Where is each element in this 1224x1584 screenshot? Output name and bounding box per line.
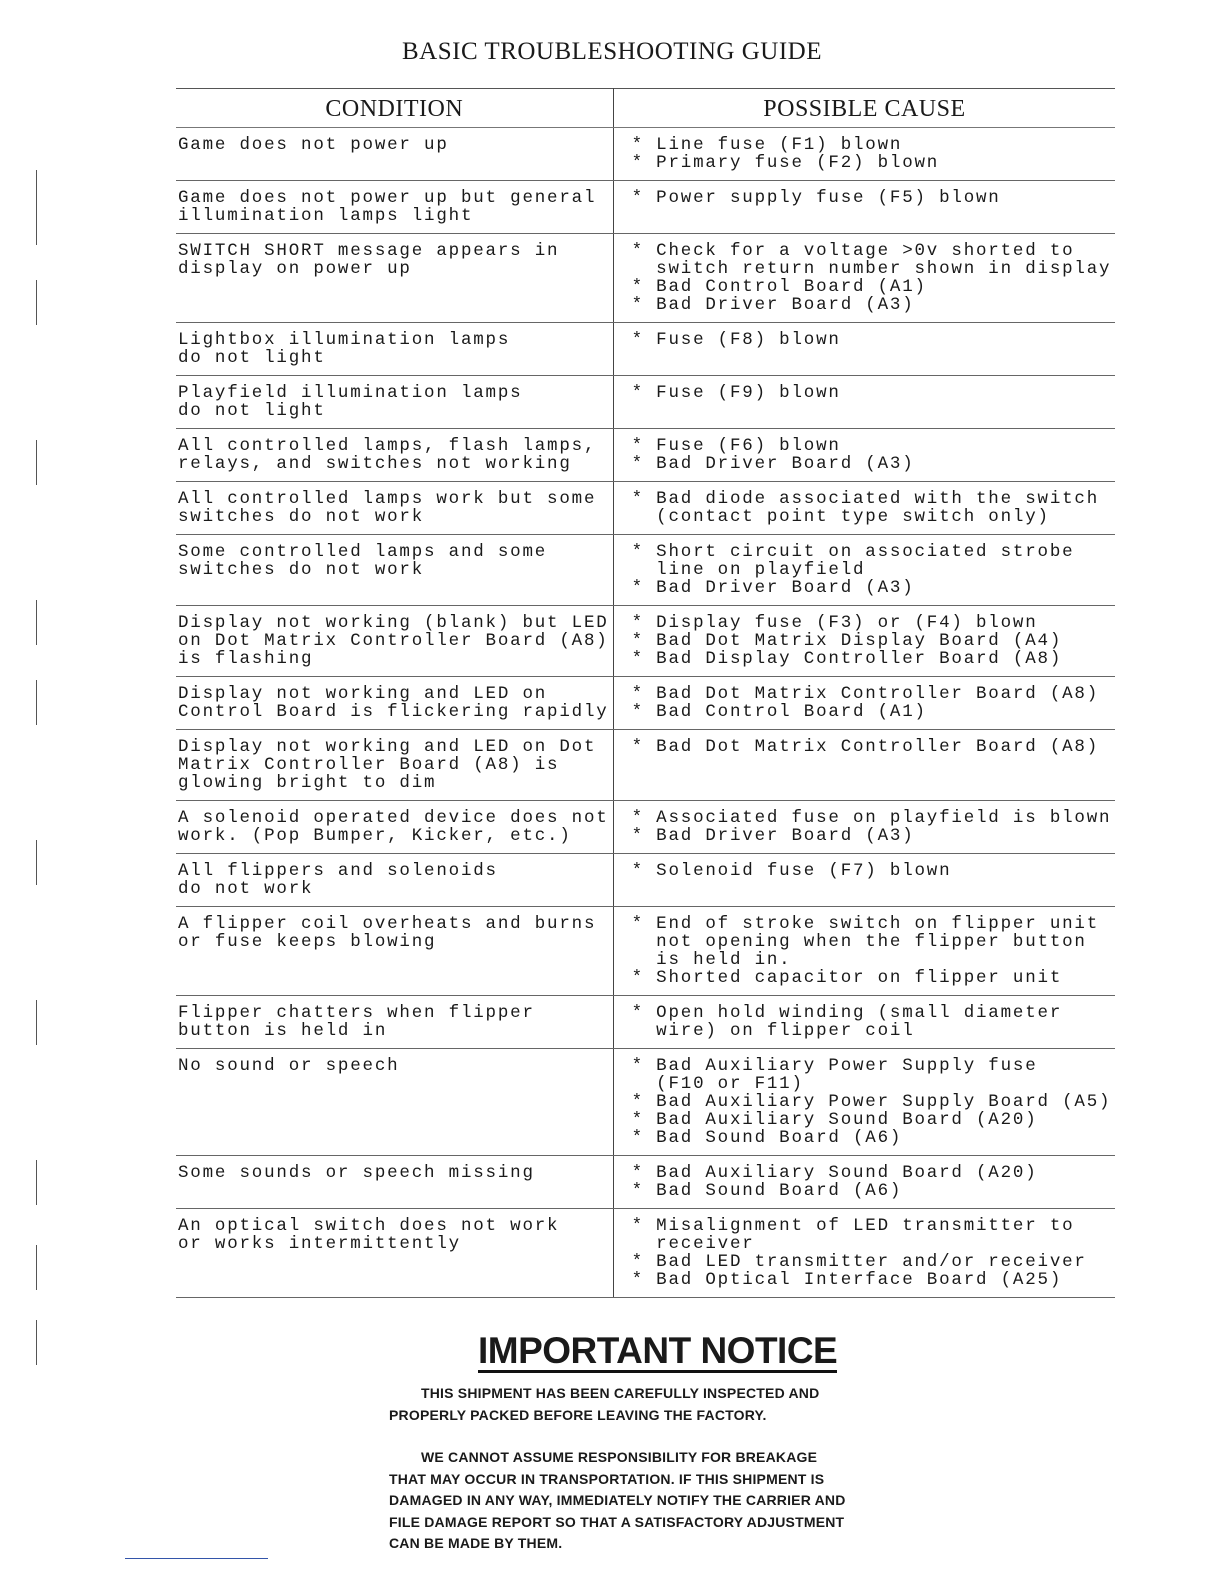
condition-cell	[176, 535, 613, 606]
condition-cell	[176, 376, 613, 429]
condition-line: switches do not work	[178, 507, 425, 527]
condition-cell	[176, 181, 613, 234]
cause-line: * Check for a voltage >0v shorted to	[631, 241, 1075, 261]
condition-line: Some controlled lamps and some	[178, 542, 548, 562]
condition-cell	[176, 1209, 613, 1298]
condition-line: do not light	[178, 401, 326, 421]
table-row	[176, 429, 1115, 482]
cause-line: * Display fuse (F3) or (F4) blown	[631, 613, 1038, 633]
condition-cell	[176, 801, 613, 854]
notice-paragraph-1	[389, 1383, 909, 1426]
cause-cell	[613, 181, 1115, 234]
cause-line: * Line fuse (F1) blown	[631, 135, 903, 155]
condition-line: display on power up	[178, 259, 412, 279]
cause-cell	[613, 801, 1115, 854]
condition-line: button is held in	[178, 1021, 388, 1041]
scan-margin-mark	[36, 1160, 37, 1205]
table-row	[176, 376, 1115, 429]
cause-line: * Fuse (F6) blown	[631, 436, 841, 456]
condition-cell	[176, 429, 613, 482]
cause-line: * Bad Dot Matrix Controller Board (A8)	[631, 684, 1100, 704]
table-row	[176, 907, 1115, 996]
table-row	[176, 854, 1115, 907]
cause-line: (contact point type switch only)	[631, 507, 1050, 527]
notice-line: DAMAGED IN ANY WAY, IMMEDIATELY NOTIFY THE CARRIER AND	[389, 1492, 846, 1508]
cause-line: * Bad Driver Board (A3)	[631, 578, 915, 598]
cause-cell	[613, 482, 1115, 535]
condition-line: Flipper chatters when flipper	[178, 1003, 535, 1023]
cause-line: switch return number shown in display	[631, 259, 1112, 279]
cause-line: * Bad Auxiliary Power Supply Board (A5)	[631, 1092, 1112, 1112]
cause-line: * Bad Driver Board (A3)	[631, 454, 915, 474]
cause-line: * Primary fuse (F2) blown	[631, 153, 940, 173]
notice-line: THIS SHIPMENT HAS BEEN CAREFULLY INSPECTED AND	[421, 1385, 820, 1401]
table-row	[176, 1156, 1115, 1209]
condition-line: Display not working and LED on Dot	[178, 737, 597, 757]
cause-cell	[613, 677, 1115, 730]
table-header-row	[176, 89, 1115, 128]
cause-line: * Associated fuse on playfield is blown	[631, 808, 1112, 828]
condition-line: do not work	[178, 879, 314, 899]
cause-line: * Bad Auxiliary Sound Board (A20)	[631, 1163, 1038, 1183]
condition-line: All controlled lamps, flash lamps,	[178, 436, 597, 456]
condition-cell	[176, 482, 613, 535]
cause-cell	[613, 323, 1115, 376]
condition-line: Playfield illumination lamps	[178, 383, 523, 403]
condition-line: All flippers and solenoids	[178, 861, 498, 881]
cause-cell	[613, 1049, 1115, 1156]
table-row	[176, 996, 1115, 1049]
notice-line: WE CANNOT ASSUME RESPONSIBILITY FOR BREAKAGE	[421, 1449, 818, 1465]
condition-line: do not light	[178, 348, 326, 368]
cause-line: * Shorted capacitor on flipper unit	[631, 968, 1063, 988]
scan-margin-mark	[36, 170, 37, 245]
cause-line: is held in.	[631, 950, 792, 970]
footer-rule	[125, 1558, 268, 1559]
cause-line: * Short circuit on associated strobe	[631, 542, 1075, 562]
cause-cell	[613, 429, 1115, 482]
cause-cell	[613, 1209, 1115, 1298]
cause-line: (F10 or F11)	[631, 1074, 804, 1094]
scan-margin-mark	[36, 280, 37, 325]
scan-margin-mark	[36, 840, 37, 885]
table-row	[176, 482, 1115, 535]
cause-cell	[613, 1156, 1115, 1209]
table-row	[176, 801, 1115, 854]
table-row	[176, 535, 1115, 606]
table-body	[176, 128, 1115, 1298]
cause-line: * Solenoid fuse (F7) blown	[631, 861, 952, 881]
condition-cell	[176, 677, 613, 730]
table-row	[176, 677, 1115, 730]
table-row	[176, 730, 1115, 801]
condition-line: is flashing	[178, 649, 314, 669]
condition-cell	[176, 234, 613, 323]
cause-line: * Bad Sound Board (A6)	[631, 1181, 903, 1201]
troubleshooting-table	[176, 88, 1115, 1298]
cause-cell	[613, 907, 1115, 996]
cause-line: not opening when the flipper button	[631, 932, 1087, 952]
condition-line: Matrix Controller Board (A8) is	[178, 755, 560, 775]
notice-line: CAN BE MADE BY THEM.	[389, 1535, 563, 1551]
condition-line: on Dot Matrix Controller Board (A8)	[178, 631, 609, 651]
condition-line: or works intermittently	[178, 1234, 461, 1254]
condition-column-header: CONDITION	[176, 89, 613, 128]
condition-line: relays, and switches not working	[178, 454, 572, 474]
condition-cell	[176, 1049, 613, 1156]
cause-line: * Bad Display Controller Board (A8)	[631, 649, 1063, 669]
scan-margin-mark	[36, 680, 37, 725]
condition-line: Display not working and LED on	[178, 684, 548, 704]
cause-line: * Bad Optical Interface Board (A25)	[631, 1270, 1063, 1290]
condition-cell	[176, 907, 613, 996]
condition-line: Display not working (blank) but LED	[178, 613, 609, 633]
page-title: BASIC TROUBLESHOOTING GUIDE	[402, 38, 822, 65]
condition-cell	[176, 323, 613, 376]
cause-line: * Power supply fuse (F5) blown	[631, 188, 1001, 208]
condition-cell	[176, 730, 613, 801]
scan-margin-mark	[36, 1245, 37, 1290]
scan-margin-mark	[36, 600, 37, 645]
condition-line: work. (Pop Bumper, Kicker, etc.)	[178, 826, 572, 846]
cause-line: wire) on flipper coil	[631, 1021, 915, 1041]
notice-line: PROPERLY PACKED BEFORE LEAVING THE FACTORY.	[389, 1406, 767, 1423]
condition-line: A flipper coil overheats and burns	[178, 914, 597, 934]
cause-cell	[613, 606, 1115, 677]
notice-paragraph-2	[389, 1447, 909, 1555]
cause-line: * Bad Dot Matrix Controller Board (A8)	[631, 737, 1100, 757]
condition-line: Some sounds or speech missing	[178, 1163, 535, 1183]
cause-column-header: POSSIBLE CAUSE	[613, 89, 1115, 128]
cause-cell	[613, 535, 1115, 606]
cause-line: line on playfield	[631, 560, 866, 580]
cause-line: * Misalignment of LED transmitter to	[631, 1216, 1075, 1236]
table-row	[176, 606, 1115, 677]
condition-line: or fuse keeps blowing	[178, 932, 437, 952]
cause-line: * End of stroke switch on flipper unit	[631, 914, 1100, 934]
table-row	[176, 181, 1115, 234]
cause-line: * Bad Dot Matrix Display Board (A4)	[631, 631, 1063, 651]
table-row	[176, 234, 1115, 323]
notice-line: FILE DAMAGE REPORT SO THAT A SATISFACTORY ADJUSTMENT	[389, 1513, 845, 1530]
condition-line: A solenoid operated device does not	[178, 808, 609, 828]
condition-line: illumination lamps light	[178, 206, 474, 226]
cause-line: * Open hold winding (small diameter	[631, 1003, 1063, 1023]
table-row	[176, 323, 1115, 376]
condition-cell	[176, 128, 613, 181]
cause-line: * Bad diode associated with the switch	[631, 489, 1100, 509]
cause-line: * Bad LED transmitter and/or receiver	[631, 1252, 1087, 1272]
cause-line: receiver	[631, 1234, 755, 1254]
condition-cell	[176, 606, 613, 677]
condition-line: No sound or speech	[178, 1056, 400, 1076]
scan-margin-mark	[36, 1320, 37, 1365]
condition-line: Lightbox illumination lamps	[178, 330, 511, 350]
notice-title: IMPORTANT NOTICE	[478, 1330, 838, 1371]
cause-line: * Bad Auxiliary Power Supply fuse	[631, 1056, 1038, 1076]
scan-margin-mark	[36, 1000, 37, 1045]
condition-line: SWITCH SHORT message appears in	[178, 241, 560, 261]
cause-line: * Bad Driver Board (A3)	[631, 826, 915, 846]
table-row	[176, 1209, 1115, 1298]
condition-line: Game does not power up	[178, 135, 449, 155]
cause-line: * Bad Driver Board (A3)	[631, 295, 915, 315]
cause-cell	[613, 376, 1115, 429]
condition-line: switches do not work	[178, 560, 425, 580]
notice-line: THAT MAY OCCUR IN TRANSPORTATION. IF THIS SHIPMENT IS	[389, 1470, 825, 1487]
cause-cell	[613, 996, 1115, 1049]
condition-cell	[176, 854, 613, 907]
condition-line: Game does not power up but general	[178, 188, 597, 208]
condition-cell	[176, 1156, 613, 1209]
cause-line: * Bad Control Board (A1)	[631, 277, 927, 297]
condition-line: All controlled lamps work but some	[178, 489, 597, 509]
cause-cell	[613, 128, 1115, 181]
table-row	[176, 1049, 1115, 1156]
scan-margin-mark	[36, 440, 37, 485]
table-row	[176, 128, 1115, 181]
cause-line: * Bad Sound Board (A6)	[631, 1128, 903, 1148]
cause-cell	[613, 234, 1115, 323]
cause-line: * Bad Control Board (A1)	[631, 702, 927, 722]
cause-cell	[613, 730, 1115, 801]
cause-line: * Bad Auxiliary Sound Board (A20)	[631, 1110, 1038, 1130]
condition-line: An optical switch does not work	[178, 1216, 560, 1236]
cause-cell	[613, 854, 1115, 907]
condition-cell	[176, 996, 613, 1049]
cause-line: * Fuse (F9) blown	[631, 383, 841, 403]
condition-line: glowing bright to dim	[178, 773, 437, 793]
cause-line: * Fuse (F8) blown	[631, 330, 841, 350]
condition-line: Control Board is flickering rapidly	[178, 702, 609, 722]
